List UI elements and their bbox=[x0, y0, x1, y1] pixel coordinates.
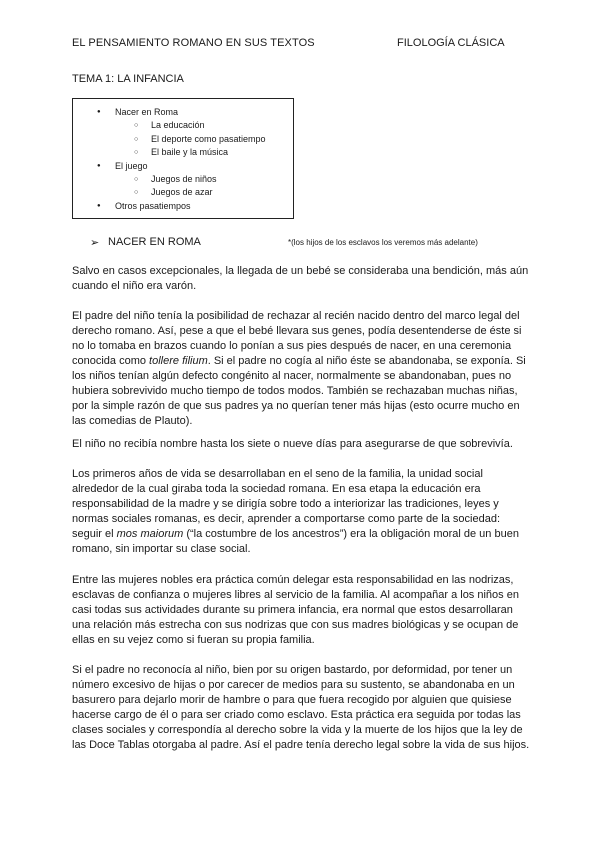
paragraph-3 bbox=[72, 437, 532, 452]
paragraph-2-latin-term: tollere filium bbox=[149, 355, 208, 367]
paragraph-4-text-b: (“la costumbre de los ancestros”) era la obligación moral de un buen romano, sin importar su clase social. bbox=[72, 528, 519, 555]
toc-subitem-baile: ○ El baile y la música bbox=[73, 146, 293, 159]
section-note: *(los hijos de los esclavos los veremos más adelante) bbox=[288, 238, 478, 247]
paragraph-2-text-a: El padre del niño tenía la posibilidad de rechazar al recién nacido dentro del marco legal del derecho romano. Así, pese a que el bebé llevara sus genes, podía desentenderse de éste si no lo tomaba en brazos cuando lo ponían a sus pies después de nacer, en una ceremonia conocida como bbox=[72, 310, 522, 367]
arrow-bullet-icon: ➢ bbox=[90, 237, 100, 249]
topic-title: TEMA 1: LA INFANCIA bbox=[72, 73, 184, 85]
toc-subitem-juegos-ninos: ○ Juegos de niños bbox=[73, 173, 293, 186]
toc-subitem-educacion: ○ La educación bbox=[73, 119, 293, 132]
paragraph-4 bbox=[72, 467, 532, 557]
toc-item-otros-pasatiempos: ● Otros pasatiempos bbox=[73, 200, 293, 213]
toc-item-el-juego: ● El juego bbox=[73, 160, 293, 173]
paragraph-5-text: Entre las mujeres nobles era práctica común delegar esta responsabilidad en las nodrizas, esclavas de confianza o mujeres libres al servicio de la familia. Al acompañar a los niños en casi todas sus actividades durante su primera infancia, era normal que estos desarrollaran una relación más estrecha con sus nodrizas que con sus madres biológicas y se ocupan de ellas en su vejez como si fueran su propia familia. bbox=[72, 574, 519, 646]
paragraph-5 bbox=[72, 573, 532, 648]
section-title: NACER EN ROMA bbox=[108, 236, 201, 248]
toc-subitem-deporte: ○ El deporte como pasatiempo bbox=[73, 133, 293, 146]
paragraph-3-text: El niño no recibía nombre hasta los siete o nueve días para asegurarse de que sobrevivía. bbox=[72, 438, 513, 450]
section-heading-row bbox=[90, 236, 530, 250]
paragraph-1-text: Salvo en casos excepcionales, la llegada de un bebé se consideraba una bendición, más aún cuando el niño era varón. bbox=[72, 265, 529, 292]
paragraph-4-latin-term: mos maiorum bbox=[116, 528, 184, 540]
paragraph-2 bbox=[72, 309, 532, 429]
paragraph-2-text-b: . Si el padre no cogía al niño éste se abandonaba, se exponía. Si los niños tenían algún defecto congénito al nacer, normalmente se abandonaban, pues no hubiera sobrevivido mucho tiempo de todos modos. También se rechazaban muchas niñas, por la simple razón de que sus padres ya no querían tener más hijas (esto ocurre mucho en las comedias de Plauto). bbox=[72, 355, 526, 427]
paragraph-1 bbox=[72, 264, 532, 294]
paragraph-6-text: Si el padre no reconocía al niño, bien por su origen bastardo, por deformidad, por tener un número excesivo de hijas o por carecer de medios para su sustento, se abandonaba en un basurero para dejarlo morir de hambre o para que fuera recogido por alguien que quisiese hacerse cargo de él o para ser criado como esclavo. Esta práctica era seguida por todas las clases sociales y correspondía al derecho sobre la vida y la muerte de los hijos que la ley de las Doce Tablas otorgaba al padre. Así el padre tenía derecho legal sobre la vida de sus hijos. bbox=[72, 664, 530, 751]
toc-list bbox=[73, 99, 293, 213]
toc-item-nacer-en-roma: ● Nacer en Roma bbox=[73, 106, 293, 119]
paragraph-6 bbox=[72, 663, 532, 753]
header-subject: FILOLOGÍA CLÁSICA bbox=[397, 37, 505, 49]
paragraph-4-text-a: Los primeros años de vida se desarrollaban en el seno de la familia, la unidad social alrededor de la cual giraba toda la sociedad romana. En esa etapa la educación era responsabilidad de la madre y se dirigía sobre todo a interiorizar las tradiciones, leyes y normas sociales romanas, es decir, aprender a comportarse como parte de la sociedad: seguir el bbox=[72, 468, 500, 540]
table-of-contents bbox=[72, 98, 294, 219]
toc-subitem-juegos-azar: ○ Juegos de azar bbox=[73, 186, 293, 199]
header-course-title: EL PENSAMIENTO ROMANO EN SUS TEXTOS bbox=[72, 37, 315, 49]
